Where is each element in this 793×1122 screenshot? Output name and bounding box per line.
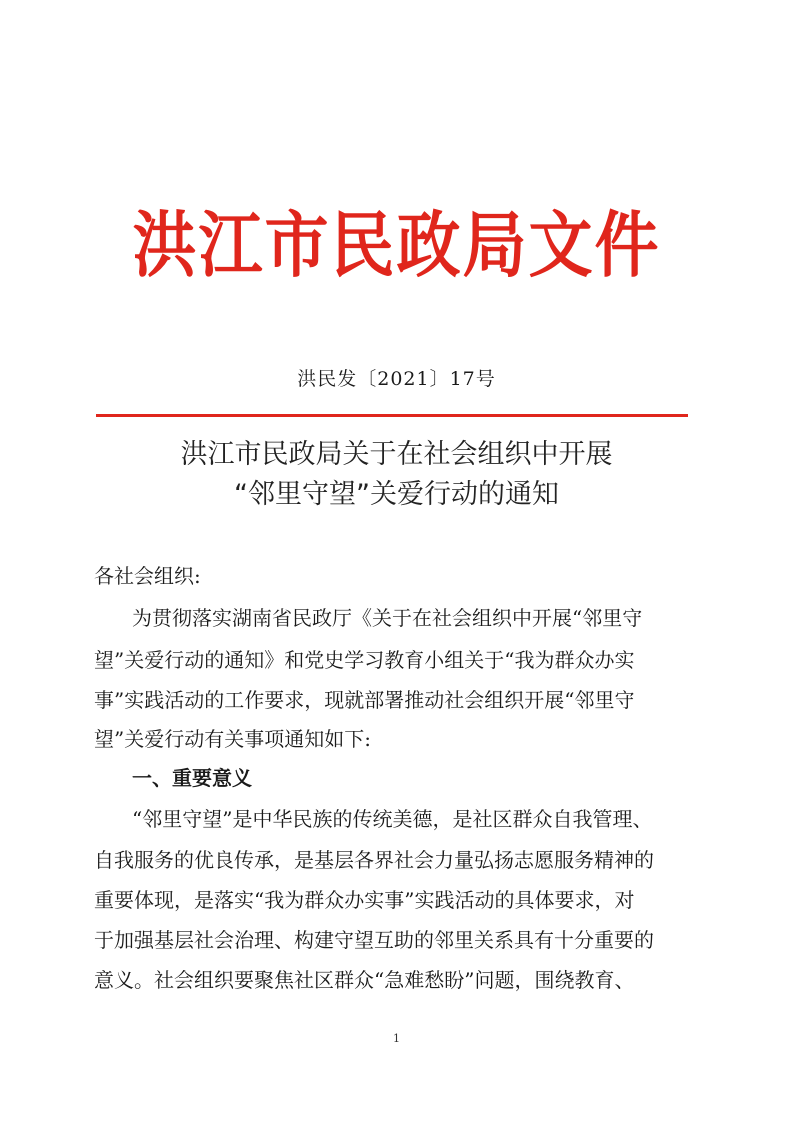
page-number: 1 xyxy=(393,1032,400,1045)
section1-line-2: 自我服务的优良传承，是基层各界社会力量弘扬志愿服务精神的 xyxy=(94,848,654,872)
intro-line-3: 事”实践活动的工作要求，现就部署推动社会组织开展“邻里守 xyxy=(94,688,635,712)
section1-line-4: 于加强基层社会治理、构建守望互助的邻里关系具有十分重要的 xyxy=(94,928,654,952)
section1-line-5: 意义。社会组织要聚焦社区群众“急难愁盼”问题，围绕教育、 xyxy=(94,968,635,992)
intro-line-2: 望”关爱行动的通知》和党史学习教育小组关于“我为群众办实 xyxy=(94,648,635,672)
section-heading-importance: 一、重要意义 xyxy=(132,766,252,790)
document-number: 洪民发〔2021〕17号 xyxy=(297,368,496,390)
document-title-line-1: 洪江市民政局关于在社会组织中开展 xyxy=(180,439,613,470)
intro-line-4: 望”关爱行动有关事项通知如下: xyxy=(94,727,371,751)
masthead: 洪江市民政局文件 xyxy=(132,204,661,288)
intro-line-1: 为贯彻落实湖南省民政厅《关于在社会组织中开展“邻里守 xyxy=(132,606,643,630)
salutation: 各社会组织: xyxy=(94,564,201,588)
section1-line-1: “邻里守望”是中华民族的传统美德，是社区群众自我管理、 xyxy=(132,807,653,831)
document-title-line-2: “邻里守望”关爱行动的通知 xyxy=(234,479,559,510)
section1-line-3: 重要体现，是落实“我为群众办实事”实践活动的具体要求，对 xyxy=(94,888,635,912)
red-separator-line xyxy=(96,414,688,417)
